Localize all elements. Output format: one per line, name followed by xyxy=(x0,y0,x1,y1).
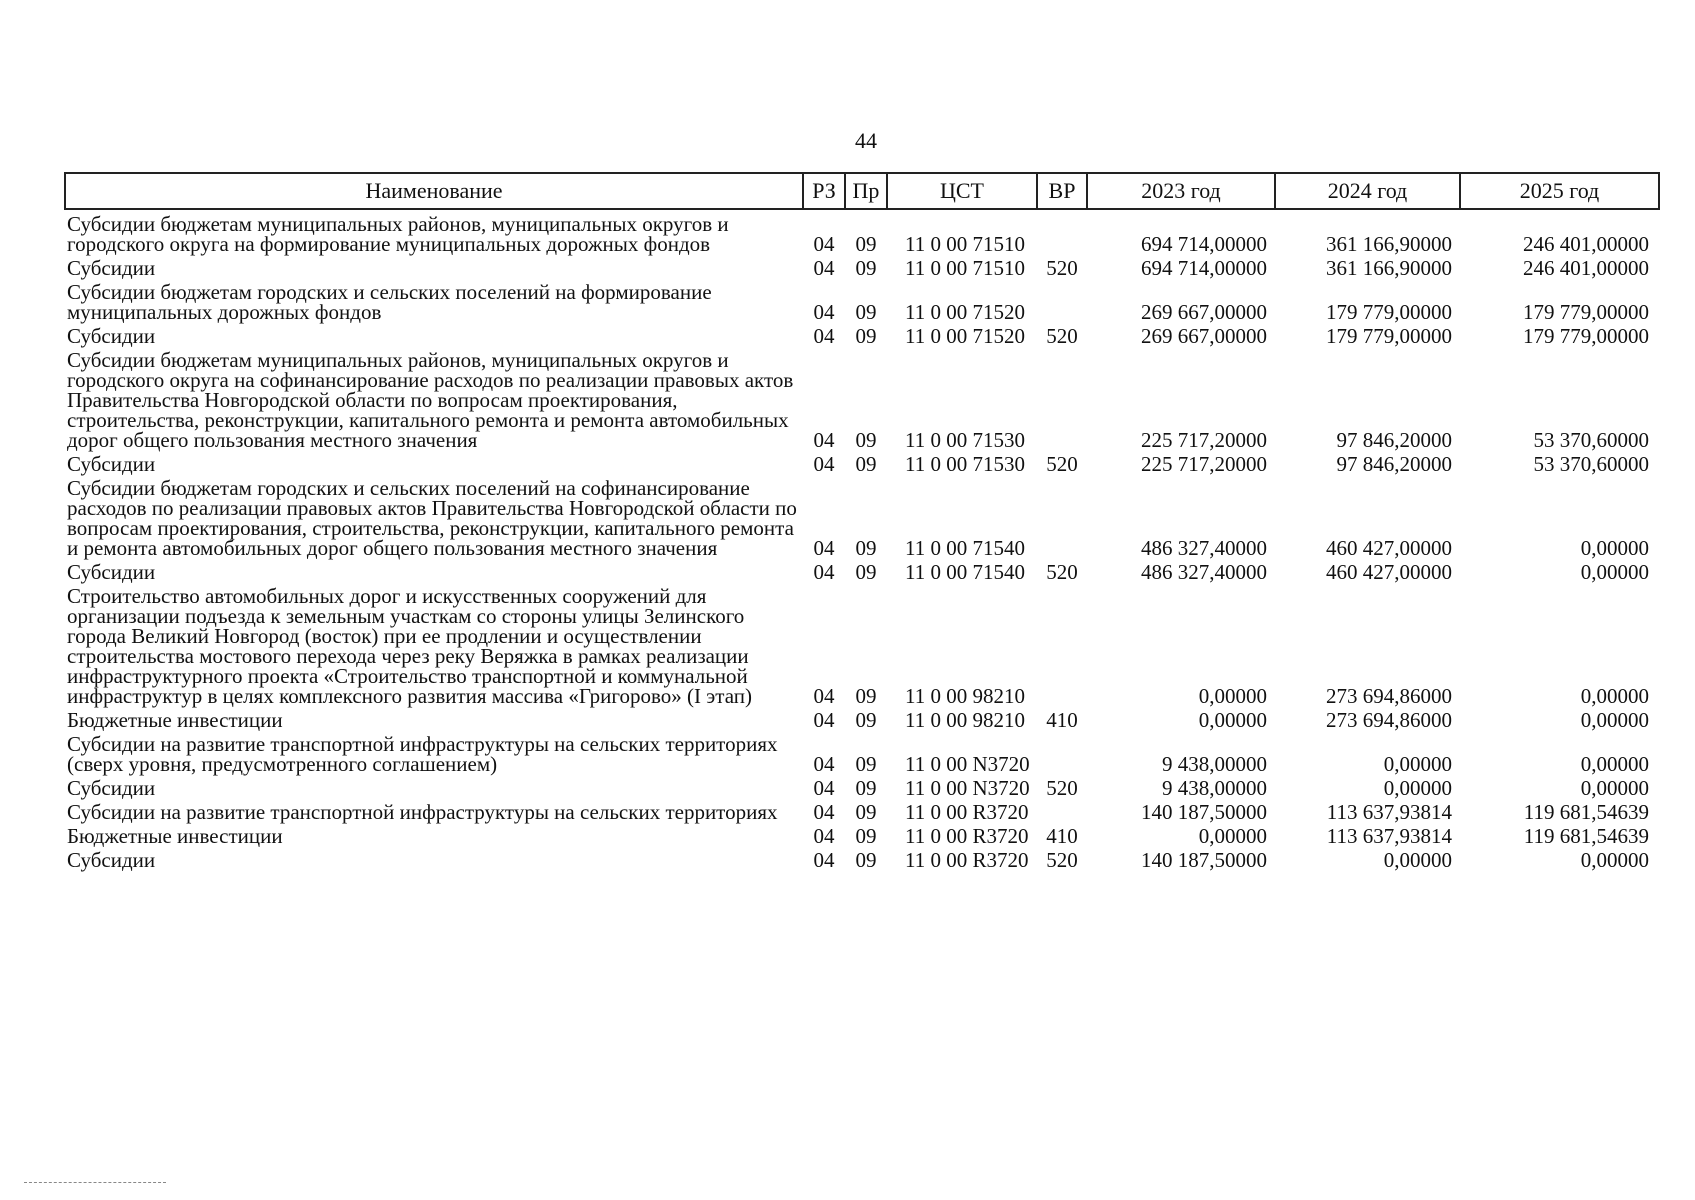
row-pr: 09 xyxy=(855,776,877,800)
row-rz: 04 xyxy=(813,324,835,348)
row-2024: 0,00000 xyxy=(1383,848,1452,872)
header-2024: 2024 год xyxy=(1275,173,1460,209)
row-2024: 0,00000 xyxy=(1383,752,1452,776)
row-2023: 694 714,00000 xyxy=(1141,232,1267,256)
table-row xyxy=(65,846,1659,870)
row-pr: 09 xyxy=(855,428,877,452)
row-cst: 11 0 00 71540 xyxy=(905,536,1025,560)
header-2023: 2023 год xyxy=(1087,173,1275,209)
table-row xyxy=(65,774,1659,798)
row-2023: 269 667,00000 xyxy=(1141,324,1267,348)
row-pr: 09 xyxy=(855,800,877,824)
row-name: Бюджетные инвестиции xyxy=(67,708,283,732)
row-pr: 09 xyxy=(855,560,877,584)
header-cst: ЦСТ xyxy=(887,173,1037,209)
row-rz: 04 xyxy=(813,300,835,324)
row-2025: 119 681,54639 xyxy=(1523,824,1649,848)
table-row xyxy=(65,730,1659,774)
table-body xyxy=(65,209,1659,870)
row-2024: 113 637,93814 xyxy=(1326,824,1452,848)
row-2023: 0,00000 xyxy=(1198,684,1267,708)
table-row xyxy=(65,450,1659,474)
row-2025: 0,00000 xyxy=(1580,848,1649,872)
row-2023: 694 714,00000 xyxy=(1141,256,1267,280)
row-pr: 09 xyxy=(855,684,877,708)
row-name: Субсидии на развитие транспортной инфраструктуры на сельских территориях (сверх уровня, предусмотренного соглашением) xyxy=(67,732,778,776)
row-name: Субсидии на развитие транспортной инфраструктуры на сельских территориях xyxy=(67,800,778,824)
row-rz: 04 xyxy=(813,848,835,872)
row-2024: 97 846,20000 xyxy=(1336,428,1452,452)
row-rz: 04 xyxy=(813,776,835,800)
page-number: 44 xyxy=(855,128,877,153)
row-cst: 11 0 00 R3720 xyxy=(905,848,1029,872)
table-row xyxy=(65,322,1659,346)
row-cst: 11 0 00 71510 xyxy=(905,256,1025,280)
row-2024: 361 166,90000 xyxy=(1326,256,1452,280)
row-vr xyxy=(1037,730,1087,774)
budget-table xyxy=(64,172,1660,870)
row-vr: 520 xyxy=(1046,324,1078,348)
row-2025: 246 401,00000 xyxy=(1523,232,1649,256)
row-rz: 04 xyxy=(813,428,835,452)
row-name: Субсидии бюджетам муниципальных районов, муниципальных округов и городского округа на формирование муниципальных дорожных фондов xyxy=(67,212,729,256)
row-2023: 140 187,50000 xyxy=(1141,848,1267,872)
row-2025: 0,00000 xyxy=(1580,708,1649,732)
header-2025: 2025 год xyxy=(1460,173,1659,209)
row-rz: 04 xyxy=(813,824,835,848)
row-2023: 0,00000 xyxy=(1198,708,1267,732)
table-row xyxy=(65,822,1659,846)
row-2025: 0,00000 xyxy=(1580,776,1649,800)
table-row xyxy=(65,706,1659,730)
row-2024: 361 166,90000 xyxy=(1326,232,1452,256)
row-2024: 273 694,86000 xyxy=(1326,708,1452,732)
row-vr xyxy=(1037,582,1087,706)
header-row xyxy=(65,173,1659,209)
row-2023: 225 717,20000 xyxy=(1141,452,1267,476)
row-2023: 486 327,40000 xyxy=(1141,536,1267,560)
row-cst: 11 0 00 71520 xyxy=(905,300,1025,324)
row-cst: 11 0 00 71530 xyxy=(905,452,1025,476)
row-name: Бюджетные инвестиции xyxy=(67,824,283,848)
row-vr: 520 xyxy=(1046,848,1078,872)
row-pr: 09 xyxy=(855,824,877,848)
row-2024: 460 427,00000 xyxy=(1326,536,1452,560)
row-pr: 09 xyxy=(855,300,877,324)
row-name: Субсидии xyxy=(67,560,156,584)
row-cst: 11 0 00 71510 xyxy=(905,232,1025,256)
row-cst: 11 0 00 98210 xyxy=(905,708,1025,732)
row-rz: 04 xyxy=(813,560,835,584)
row-pr: 09 xyxy=(855,452,877,476)
row-rz: 04 xyxy=(813,536,835,560)
row-rz: 04 xyxy=(813,752,835,776)
row-vr: 410 xyxy=(1046,708,1078,732)
row-pr: 09 xyxy=(855,708,877,732)
row-2024: 113 637,93814 xyxy=(1326,800,1452,824)
row-2024: 273 694,86000 xyxy=(1326,684,1452,708)
table-row xyxy=(65,474,1659,558)
row-vr: 520 xyxy=(1046,776,1078,800)
row-name: Субсидии xyxy=(67,848,156,872)
table-row xyxy=(65,346,1659,450)
table-row xyxy=(65,582,1659,706)
row-cst: 11 0 00 N3720 xyxy=(905,752,1030,776)
table-row xyxy=(65,254,1659,278)
row-pr: 09 xyxy=(855,536,877,560)
row-vr xyxy=(1037,474,1087,558)
row-2023: 0,00000 xyxy=(1198,824,1267,848)
row-2024: 0,00000 xyxy=(1383,776,1452,800)
row-name: Субсидии бюджетам муниципальных районов, муниципальных округов и городского округа на софинансирование расходов по реализации правовых актов Правительства Новгородской области по вопросам проектирования, строительства, реконструкции, капитального ремонта и ремонта автомобильных дорог общего пользования местного значения xyxy=(67,348,794,452)
row-vr: 520 xyxy=(1046,560,1078,584)
table-row xyxy=(65,798,1659,822)
row-2023: 9 438,00000 xyxy=(1162,752,1267,776)
row-2025: 119 681,54639 xyxy=(1523,800,1649,824)
row-name: Строительство автомобильных дорог и искусственных сооружений для организации подъезда к земельным участкам со стороны улицы Зелинского города Великий Новгород (восток) при ее продлении и осуществлении строительства мостового перехода через реку Веряжка в рамках реализации инфраструктурного проекта «Строительство транспортной и коммунальной инфраструктур в целях комплексного развития массива «Григорово» (I этап) xyxy=(67,584,752,708)
row-rz: 04 xyxy=(813,708,835,732)
table-row xyxy=(65,278,1659,322)
header-name: Наименование xyxy=(65,173,803,209)
row-2023: 140 187,50000 xyxy=(1141,800,1267,824)
row-2023: 9 438,00000 xyxy=(1162,776,1267,800)
row-pr: 09 xyxy=(855,324,877,348)
row-cst: 11 0 00 R3720 xyxy=(905,800,1029,824)
row-rz: 04 xyxy=(813,232,835,256)
row-2024: 460 427,00000 xyxy=(1326,560,1452,584)
row-2024: 97 846,20000 xyxy=(1336,452,1452,476)
row-pr: 09 xyxy=(855,232,877,256)
row-vr: 520 xyxy=(1046,256,1078,280)
row-cst: 11 0 00 71520 xyxy=(905,324,1025,348)
row-name: Субсидии xyxy=(67,256,156,280)
row-cst: 11 0 00 N3720 xyxy=(905,776,1030,800)
footer-divider xyxy=(24,1182,166,1183)
row-2025: 0,00000 xyxy=(1580,752,1649,776)
row-vr xyxy=(1037,278,1087,322)
row-2025: 179 779,00000 xyxy=(1523,300,1649,324)
row-2025: 53 370,60000 xyxy=(1533,428,1649,452)
table-header xyxy=(65,173,1659,209)
row-2025: 179 779,00000 xyxy=(1523,324,1649,348)
row-name: Субсидии xyxy=(67,324,156,348)
row-cst: 11 0 00 71540 xyxy=(905,560,1025,584)
row-2025: 0,00000 xyxy=(1580,684,1649,708)
row-2023: 486 327,40000 xyxy=(1141,560,1267,584)
row-vr xyxy=(1037,346,1087,450)
row-pr: 09 xyxy=(855,752,877,776)
row-cst: 11 0 00 R3720 xyxy=(905,824,1029,848)
row-rz: 04 xyxy=(813,256,835,280)
row-name: Субсидии xyxy=(67,776,156,800)
table-row xyxy=(65,558,1659,582)
row-pr: 09 xyxy=(855,848,877,872)
row-vr xyxy=(1037,798,1087,822)
table-row xyxy=(65,209,1659,254)
row-pr: 09 xyxy=(855,256,877,280)
row-cst: 11 0 00 71530 xyxy=(905,428,1025,452)
header-vr: ВР xyxy=(1037,173,1087,209)
row-2025: 246 401,00000 xyxy=(1523,256,1649,280)
row-2024: 179 779,00000 xyxy=(1326,324,1452,348)
row-2024: 179 779,00000 xyxy=(1326,300,1452,324)
header-pr: Пр xyxy=(845,173,887,209)
row-2025: 53 370,60000 xyxy=(1533,452,1649,476)
row-rz: 04 xyxy=(813,452,835,476)
row-vr: 520 xyxy=(1046,452,1078,476)
row-2023: 269 667,00000 xyxy=(1141,300,1267,324)
row-name: Субсидии бюджетам городских и сельских поселений на софинансирование расходов по реализации правовых актов Правительства Новгородской области по вопросам проектирования, строительства, реконструкции, капитального ремонта и ремонта автомобильных дорог общего пользования местного значения xyxy=(67,476,797,560)
row-2023: 225 717,20000 xyxy=(1141,428,1267,452)
header-rz: РЗ xyxy=(803,173,845,209)
row-name: Субсидии xyxy=(67,452,156,476)
row-name: Субсидии бюджетам городских и сельских поселений на формирование муниципальных дорожных фондов xyxy=(67,280,712,324)
row-vr xyxy=(1037,209,1087,254)
row-2025: 0,00000 xyxy=(1580,560,1649,584)
row-rz: 04 xyxy=(813,800,835,824)
row-cst: 11 0 00 98210 xyxy=(905,684,1025,708)
row-rz: 04 xyxy=(813,684,835,708)
row-2025: 0,00000 xyxy=(1580,536,1649,560)
row-vr: 410 xyxy=(1046,824,1078,848)
